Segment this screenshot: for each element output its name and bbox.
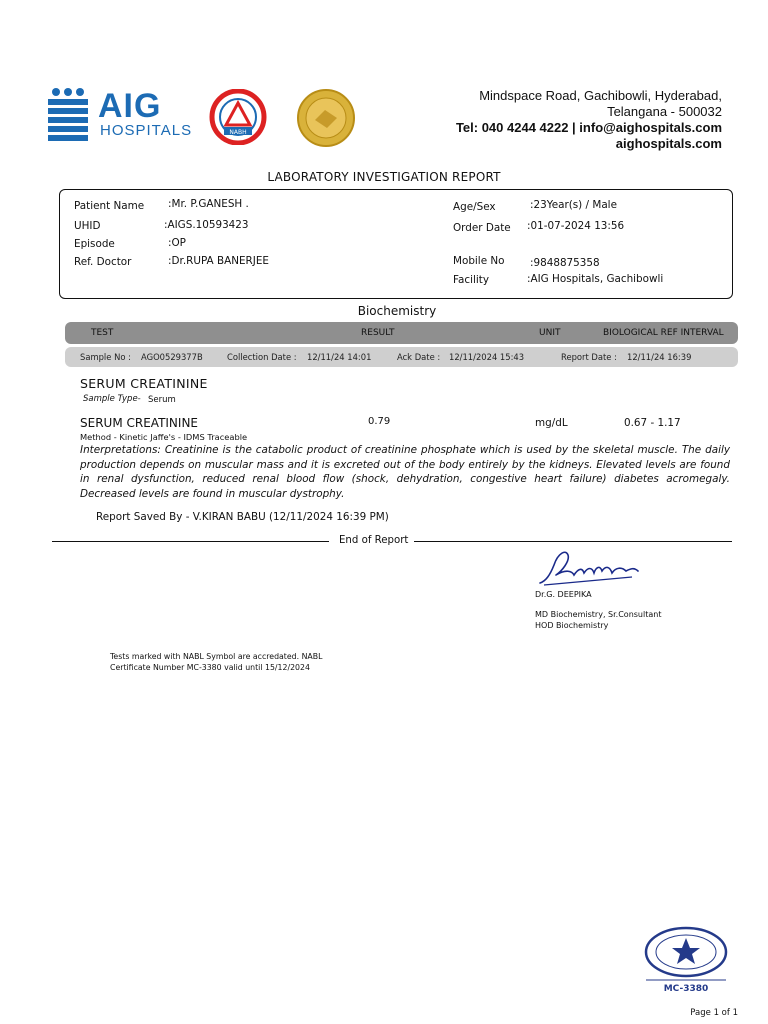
ref-doctor-value: :Dr.RUPA BANERJEE: [168, 255, 269, 267]
report-header: [0, 0, 768, 160]
report-title: LABORATORY INVESTIGATION REPORT: [267, 170, 501, 184]
uhid-label: UHID: [74, 220, 101, 232]
order-date-value: :01-07-2024 13:56: [527, 220, 625, 232]
col-ref-interval: BIOLOGICAL REF INTERVAL: [603, 328, 724, 338]
ack-date-value: 12/11/2024 15:43: [449, 352, 525, 362]
result-test-name: SERUM CREATININE: [80, 416, 199, 430]
result-value: 0.79: [368, 416, 391, 427]
designation-line-1: MD Biochemistry, Sr.Consultant: [535, 610, 662, 619]
sample-no-label: Sample No :: [80, 352, 131, 362]
signature-image: [536, 545, 646, 591]
age-sex-value: :23Year(s) / Male: [530, 199, 617, 211]
order-date-label: Order Date: [453, 222, 511, 234]
end-of-report-text: End of Report: [339, 535, 409, 546]
patient-details-box: [59, 189, 733, 299]
result-ref-range: 0.67 - 1.17: [624, 417, 681, 429]
patient-name-label: Patient Name: [74, 200, 145, 212]
website-text: aighospitals.com: [615, 136, 722, 151]
report-date-value: 12/11/24 16:39: [627, 352, 692, 362]
sample-type-label: Sample Type-: [83, 394, 141, 404]
aig-logo: [46, 86, 196, 142]
age-sex-label: Age/Sex: [453, 201, 496, 213]
test-group-title: SERUM CREATININE: [80, 376, 208, 391]
address-line-1: Mindspace Road, Gachibowli, Hyderabad,: [479, 88, 722, 103]
col-test: TEST: [91, 328, 114, 338]
ref-doctor-label: Ref. Doctor: [74, 256, 132, 268]
signatory-name: Dr.G. DEEPIKA: [535, 590, 592, 599]
report-date-label: Report Date :: [561, 352, 617, 362]
results-table-header: [65, 322, 738, 344]
uhid-value: :AIGS.10593423: [164, 219, 249, 231]
sample-info-row: [65, 347, 738, 367]
mobile-value: :9848875358: [530, 257, 600, 269]
page-number: Page 1 of 1: [690, 1008, 738, 1018]
sample-no-value: AGO0529377B: [141, 352, 203, 362]
logo-word: AIG: [98, 87, 162, 125]
nabl-stamp-icon: [640, 926, 732, 994]
signatory-designation: [535, 609, 661, 631]
report-saved-by: Report Saved By - V.KIRAN BABU (12/11/2024 16:39 PM): [96, 511, 389, 523]
end-of-report-divider-left: [52, 541, 329, 542]
section-title: Biochemistry: [357, 304, 437, 318]
nabl-note-line-2: Certificate Number MC-3380 valid until 15/12/2024: [110, 662, 310, 672]
stamp-text: MC-3380: [663, 984, 709, 994]
facility-value: :AIG Hospitals, Gachibowli: [527, 273, 664, 285]
facility-label: Facility: [453, 274, 489, 286]
collection-date-value: 12/11/24 14:01: [307, 352, 372, 362]
episode-value: :OP: [168, 237, 186, 249]
episode-label: Episode: [74, 238, 115, 250]
method-text: Method - Kinetic Jaffe's - IDMS Traceable: [80, 432, 248, 442]
aig-mark-icon: [46, 86, 90, 142]
sample-type-value: Serum: [148, 395, 176, 405]
result-unit: mg/dL: [535, 417, 568, 429]
mobile-label: Mobile No: [453, 255, 505, 267]
address-line-2: Telangana - 500032: [607, 104, 722, 119]
nabl-accreditation-note: [110, 652, 322, 673]
nabh-text: NABH: [229, 129, 247, 136]
contact-line: Tel: 040 4244 4222 | info@aighospitals.com: [455, 120, 722, 135]
jci-seal-icon: [289, 88, 363, 148]
collection-date-label: Collection Date :: [227, 352, 297, 362]
col-result: RESULT: [361, 328, 395, 338]
interpretation-text: Interpretations: Creatinine is the catabolic product of creatinine phosphate which is used by the skeletal muscle. The daily production depends on muscular mass and it is excreted out of the body entirely by the kidneys. Elevated levels are found in renal dysfunction, reduced renal blood flow (shock, dehydration, congestive heart failure) diabetes acromegaly. Decreased levels are found in muscular dystrophy.: [80, 444, 730, 500]
nabh-seal-icon: [206, 89, 270, 145]
logo-subword: HOSPITALS: [100, 122, 193, 139]
ack-date-label: Ack Date :: [397, 352, 441, 362]
end-of-report-divider-right: [414, 541, 732, 542]
col-unit: UNIT: [539, 328, 561, 338]
designation-line-2: HOD Biochemistry: [535, 621, 609, 630]
nabl-note-line-1: Tests marked with NABL Symbol are accredated. NABL: [110, 652, 323, 661]
patient-name-value: :Mr. P.GANESH .: [168, 198, 249, 210]
hospital-address: [456, 88, 722, 152]
